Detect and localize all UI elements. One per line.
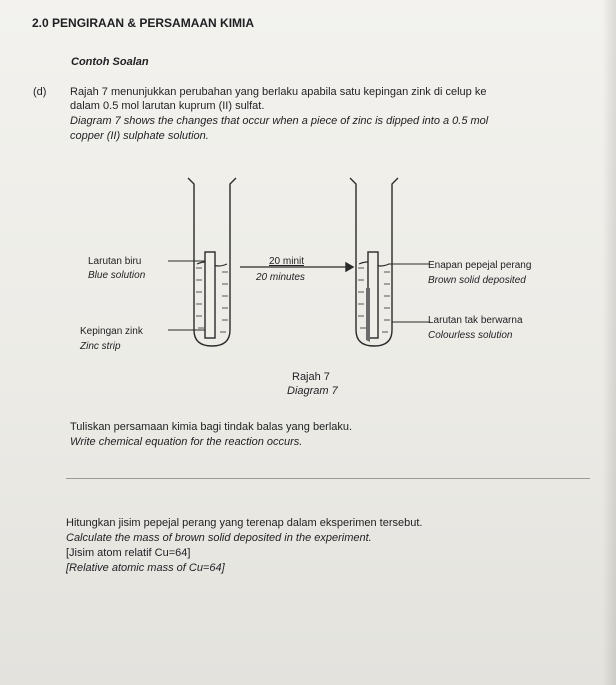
answer-line <box>66 478 590 479</box>
section-heading: 2.0 PENGIRAAN & PERSAMAAN KIMIA <box>32 16 255 30</box>
label-colourless-en: Colourless solution <box>428 330 513 341</box>
label-colourless-ms: Larutan tak berwarna <box>428 315 523 326</box>
question-number: (d) <box>33 86 47 98</box>
brown-deposit <box>366 288 370 342</box>
question-ms-line2: dalam 0.5 mol larutan kuprum (II) sulfat. <box>70 100 265 112</box>
label-zinc-ms: Kepingan zink <box>80 326 143 337</box>
test-tube-after <box>350 178 398 346</box>
question-en-line1: Diagram 7 shows the changes that occur when a piece of zinc is dipped into a 0.5 mol <box>70 115 489 127</box>
diagram-caption-ms: Rajah 7 <box>292 371 330 383</box>
arrow-time-en: 20 minutes <box>256 272 305 283</box>
label-blue-en: Blue solution <box>88 270 146 281</box>
diagram-caption-en: Diagram 7 <box>287 385 338 397</box>
task1-en: Write chemical equation for the reaction occurs. <box>70 436 303 448</box>
arrow-time-ms: 20 minit <box>269 256 305 267</box>
diagram-7 <box>0 160 616 400</box>
label-brown-en: Brown solid deposited <box>428 275 526 286</box>
question-en-line2: copper (II) sulphate solution. <box>70 130 209 142</box>
zinc-strip-before <box>205 252 215 338</box>
task2-en: Calculate the mass of brown solid deposited in the experiment. <box>66 532 372 544</box>
label-brown-ms: Enapan pepejal perang <box>428 260 532 271</box>
label-zinc-en: Zinc strip <box>80 341 121 352</box>
task2-ms: Hitungkan jisim pepejal perang yang terenap dalam eksperimen tersebut. <box>66 517 423 529</box>
task2-ram-ms: [Jisim atom relatif Cu=64] <box>66 547 191 559</box>
label-blue-ms: Larutan biru <box>88 256 142 267</box>
question-ms-line1: Rajah 7 menunjukkan perubahan yang berlaku apabila satu kepingan zink di celup ke <box>70 86 487 98</box>
task2-ram-en: [Relative atomic mass of Cu=64] <box>66 562 225 574</box>
test-tube-before <box>188 178 236 346</box>
example-label: Contoh Soalan <box>71 56 149 68</box>
task1-ms: Tuliskan persamaan kimia bagi tindak balas yang berlaku. <box>70 421 353 433</box>
